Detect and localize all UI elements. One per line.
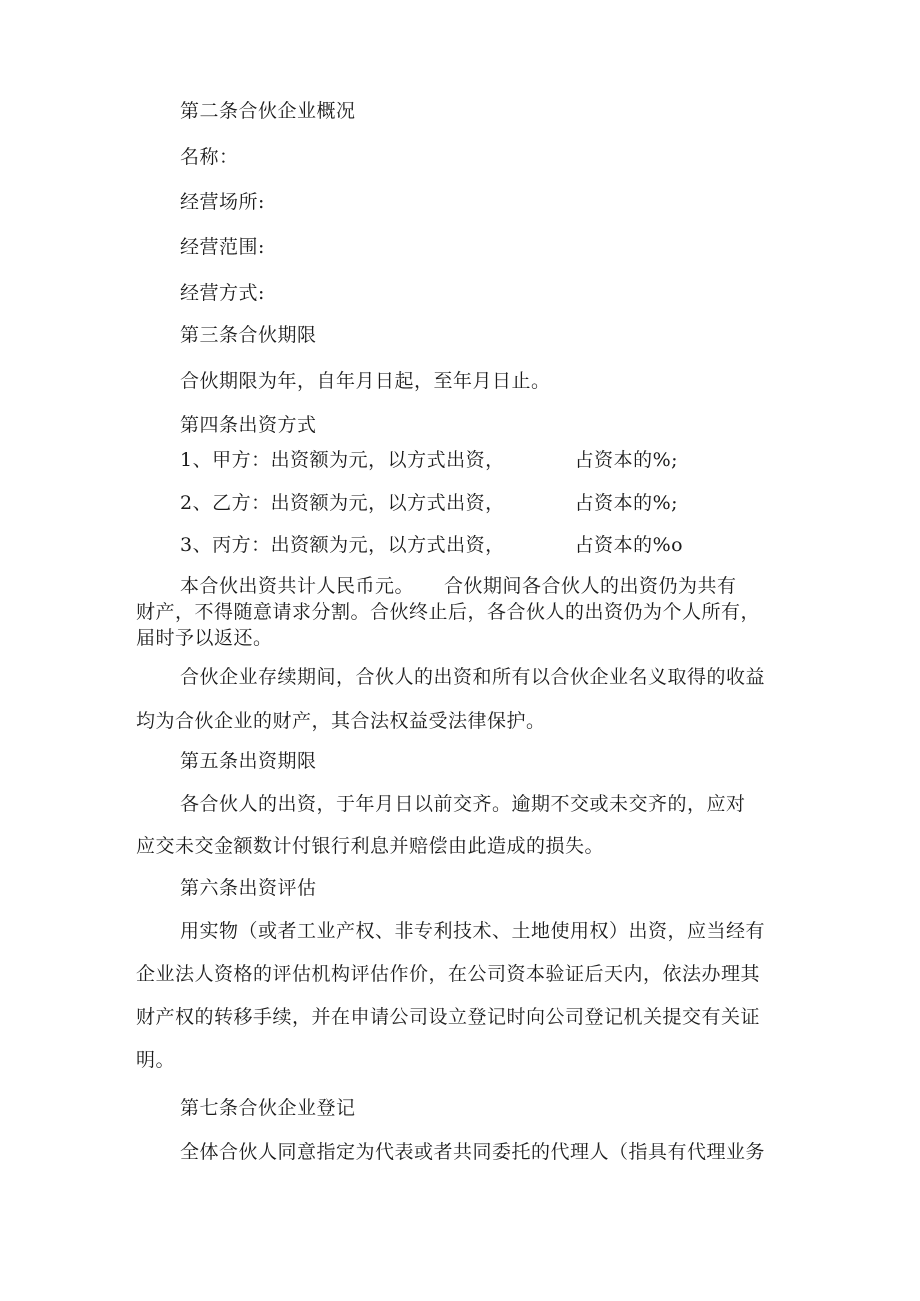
name-label: 名称： xyxy=(180,146,239,168)
section7-line1: 全体合伙人同意指定为代表或者共同委托的代理人（指具有代理业务 xyxy=(180,1141,766,1163)
section5-line1: 各合伙人的出资，于年月日以前交齐。逾期不交或未交齐的，应对 xyxy=(180,793,746,815)
contribution-item xyxy=(180,530,683,557)
section4-heading: 第四条出资方式 xyxy=(180,414,317,436)
para1-part-b: 合伙期间各合伙人的出资仍为共有 xyxy=(444,575,737,597)
para1-part-a: 本合伙出资共计人民币元。 xyxy=(180,575,415,597)
contribution-item xyxy=(180,488,678,515)
section6-line1: 用实物（或者工业产权、非专利技术、土地使用权）出资，应当经有 xyxy=(180,920,766,942)
section6-line4: 明。 xyxy=(136,1049,176,1071)
contribution-text: 2、乙方：出资额为元，以方式出资， xyxy=(180,492,505,514)
contribution-item xyxy=(180,445,678,472)
section6-heading: 第六条出资评估 xyxy=(180,877,317,899)
para2-line1: 合伙企业存续期间，合伙人的出资和所有以合伙企业名义取得的收益 xyxy=(180,666,766,688)
section6-line3: 财产权的转移手续，并在申请公司设立登记时向公司登记机关提交有关证 xyxy=(136,1006,761,1028)
section2-heading: 第二条合伙企业概况 xyxy=(180,100,356,122)
contribution-text: 3、丙方：出资额为元，以方式出资， xyxy=(180,534,505,556)
section3-heading: 第三条合伙期限 xyxy=(180,324,317,346)
section7-heading: 第七条合伙企业登记 xyxy=(180,1097,356,1119)
section5-heading: 第五条出资期限 xyxy=(180,750,317,772)
section3-text: 合伙期限为年，自年月日起，至年月日止。 xyxy=(180,370,551,392)
para1-line3: 届时予以返还。 xyxy=(136,627,273,649)
para2-line2: 均为合伙企业的财产，其合法权益受法律保护。 xyxy=(136,710,546,732)
contribution-text: 1、甲方：出资额为元，以方式出资， xyxy=(180,449,505,471)
method-label: 经营方式: xyxy=(180,282,265,304)
section6-line2: 企业法人资格的评估机构评估作价，在公司资本验证后天内，依法办理其 xyxy=(136,963,761,985)
para1-line2: 财产，不得随意请求分割。合伙终止后，各合伙人的出资仍为个人所有， xyxy=(136,601,761,623)
contribution-share: 占资本的%; xyxy=(574,449,679,471)
section5-line2: 应交未交金额数计付银行利息并赔偿由此造成的损失。 xyxy=(136,835,605,857)
contribution-share: 占资本的%; xyxy=(574,492,679,514)
contribution-share: 占资本的%o xyxy=(574,534,684,556)
para1-line1 xyxy=(180,571,737,598)
scope-label: 经营范围: xyxy=(180,236,265,258)
place-label: 经营场所: xyxy=(180,191,265,213)
